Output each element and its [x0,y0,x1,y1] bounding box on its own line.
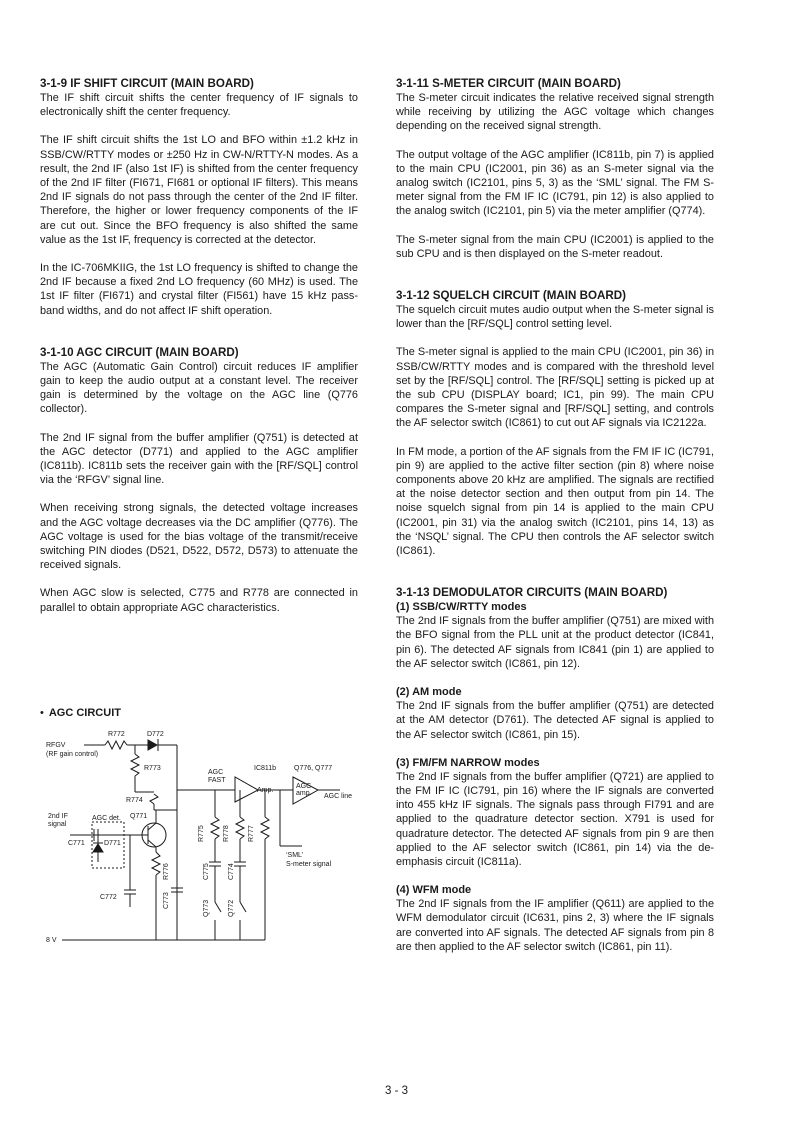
label-c771: C771 [68,840,85,847]
label-q773: Q773 [203,899,210,917]
page-number: 3 - 3 [384,1085,408,1097]
right-column [396,77,714,954]
label-q772: Q772 [228,899,235,917]
label-rfgv: RFGV [46,742,66,749]
label-d772: D772 [147,731,164,738]
paragraph: The 2nd IF signals from the buffer amplifier (Q721) are applied to the FM IF IC (IC791, pin 16) where the IF signals are converted into 455 kHz IF signals. The signals pass through FI791 and are applied to the quadrature detector section. X791 is used for quadrature detector. The detected AF signals from pin 9 are then applied to the AF selector switch (IC861, pin 14) via the de-emphasis circuit (IC811a). [396,770,714,868]
paragraph: The IF shift circuit shifts the center frequency of IF signals to electronically shift the center frequency. [40,92,358,119]
label-rf-gain: (RF gain control) [46,751,99,758]
label-fast: FAST [208,777,226,784]
paragraph: The 2nd IF signals from the buffer amplifier (Q751) are detected at the AM detector (D761). The detected AF signal is applied to the AF selector switch (IC861, pin 15). [396,700,714,741]
label-agc-amp: AGC [296,783,312,790]
paragraph: In FM mode, a portion of the AF signals from the FM IF IC (IC791, pin 9) are applied to the active filter section (pin 8) where noise components above 20 kHz are amplified. The signals are rectified at the noise detector section and then output from pin 14. The noise squelch signal from pin 14 is applied to the main CPU (IC2001, pin 31) via the analog switch (IC2101, pins 14, 13) as the ‘NSQL’ signal. The CPU then controls the AF selector switch (IC861). [396,445,714,558]
bullet: • [40,707,44,719]
paragraph: The 2nd IF signals from the IF amplifier (Q611) are applied to the WFM demodulator circuit (IC631, pins 2, 3) where the IF signals are converted into AF signals. The detected AF signals from pin 8 are then applied to the AF selector switch (IC861, pin 11). [396,898,714,953]
section-heading-squelch: 3-1-12 SQUELCH CIRCUIT (MAIN BOARD) [396,289,626,303]
label-agc: AGC [208,769,224,776]
paragraph: The S-meter circuit indicates the relative received signal strength while receiving by utilizing the AGC voltage which changes depending on the received signal strength. [396,92,714,133]
label-q776-q777: Q776, Q777 [294,765,333,772]
paragraph: When receiving strong signals, the detected voltage increases and the AGC voltage decreases via the DC amplifier (Q776). The AGC voltage is used for the bias voltage of the transmit/receive switching PIN diodes (D521, D522, D572, D573) to attenuate the received signals. [40,502,358,572]
label-r777: R777 [248,825,255,842]
label-r772: R772 [108,731,125,738]
label-sml: ‘SML’ [286,852,304,859]
label-sml-desc: S-meter signal [286,861,332,868]
paragraph: The S-meter signal from the main CPU (IC2001) is applied to the sub CPU and is then displayed on the S-meter readout. [396,233,714,260]
subheading-am: (2) AM mode [396,686,462,699]
section-heading-s-meter: 3-1-11 S-METER CIRCUIT (MAIN BOARD) [396,77,621,90]
figure-title-text: AGC CIRCUIT [48,707,121,719]
label-signal: signal [48,821,67,828]
label-r778: R778 [223,825,230,842]
paragraph: The AGC (Automatic Gain Control) circuit reduces IF amplifier gain to keep the audio output at a constant level. The receiver gain is determined by the voltage on the AGC line (Q776 collector). [40,360,358,416]
left-column [40,77,358,615]
paragraph: The squelch circuit mutes audio output when the S-meter signal is lower than the [RF/SQL] control setting level. [396,304,714,331]
label-8v: 8 V [46,937,57,944]
label-r776: R776 [163,863,170,880]
subheading-ssb: (1) SSB/CW/RTTY modes [396,601,527,614]
paragraph: The S-meter signal is applied to the main CPU (IC2001, pin 36) in SSB/CW/RTTY modes and is compared with the threshold level set by the [RF/SQL] control. The [RF/SQL] setting is picked up at the sub CPU (DISPLAY board; IC1, pin 99). The main CPU compares the S-meter signal and [RF/SQL] setting, and controls the AF selector switch (IC861) to cut out AF signals via IC2122a. [396,346,714,430]
label-d771: D771 [104,840,121,847]
agc-circuit-diagram [40,722,370,952]
paragraph: When AGC slow is selected, C775 and R778 are connected in parallel to obtain appropriate AGC characteristics. [40,587,358,614]
label-amp: Amp. [257,787,274,794]
label-r774: R774 [126,797,143,804]
section-heading-agc: 3-1-10 AGC CIRCUIT (MAIN BOARD) [40,345,239,359]
paragraph: The output voltage of the AGC amplifier (IC811b, pin 7) is applied to the main CPU (IC2001, pin 36) as an S-meter signal via the analog switch (IC2101, pins 5, 3) as the ‘SML’ signal. The FM S-meter signal from the FM IF IC (IC791, pin 12) is also applied to the analog switch (IC2101, pin 5) via the meter amplifier (Q774). [396,148,714,218]
figure-title [40,707,121,719]
label-c772: C772 [100,894,117,901]
subheading-fm: (3) FM/FM NARROW modes [396,756,540,769]
label-agc-line: AGC line [324,793,353,800]
section-heading-demodulator: 3-1-13 DEMODULATOR CIRCUITS (MAIN BOARD) [396,586,668,600]
paragraph: In the IC-706MKIIG, the 1st LO frequency is shifted to change the 2nd IF because a fixed 2nd LO frequency (60 MHz) is used. The 1st IF filter (FI671) and crystal filter (FI561) have 15 kHz pass-band widths, and do not affect IF shift operation. [40,262,358,317]
paragraph: The 2nd IF signals from the buffer amplifier (Q751) are mixed with the BFO signal from the PLL unit at the product detector (IC841, pin 6). The detected AF signals from IC841 (pin 1) are applied to the AF selector switch (IC861, pin 12). [396,615,714,670]
label-agc-amp-2: amp. [296,790,312,797]
paragraph: The 2nd IF signal from the buffer amplifier (Q751) is detected at the AGC detector (D771) and applied to the AGC amplifier (IC811b). IC811b sets the receiver gain with the [RF/SQL] control via the ‘RFGV’ signal line. [40,431,358,487]
label-r773: R773 [144,765,161,772]
paragraph: The IF shift circuit shifts the 1st LO and BFO within ±1.2 kHz in SSB/CW/RTTY modes or ±250 Hz in CW-N/RTTY-N modes. As a result, the 2nd IF (also 1st IF) is shifted from the center frequency of the 2nd IF filter (FI671, FI681 or optional IF filters). This means 2nd IF signals do not pass through the center of the 2nd IF filter. Therefore, the higher or lower frequency components of the IF are cut out. Since the BFO frequency is also shifted the same value as the 1st IF, frequency is corrected at the detector. [40,134,358,246]
subheading-wfm: (4) WFM mode [396,884,472,897]
label-q771: Q771 [130,813,148,820]
label-c773: C773 [163,892,170,909]
label-c775: C775 [203,863,210,880]
label-c774: C774 [228,863,235,880]
label-agc-det: AGC det. [92,815,121,822]
label-ic811b: IC811b [254,765,277,772]
section-heading-if-shift: 3-1-9 IF SHIFT CIRCUIT (MAIN BOARD) [40,77,254,90]
label-r775: R775 [198,825,205,842]
label-2nd-if: 2nd IF [48,813,68,820]
